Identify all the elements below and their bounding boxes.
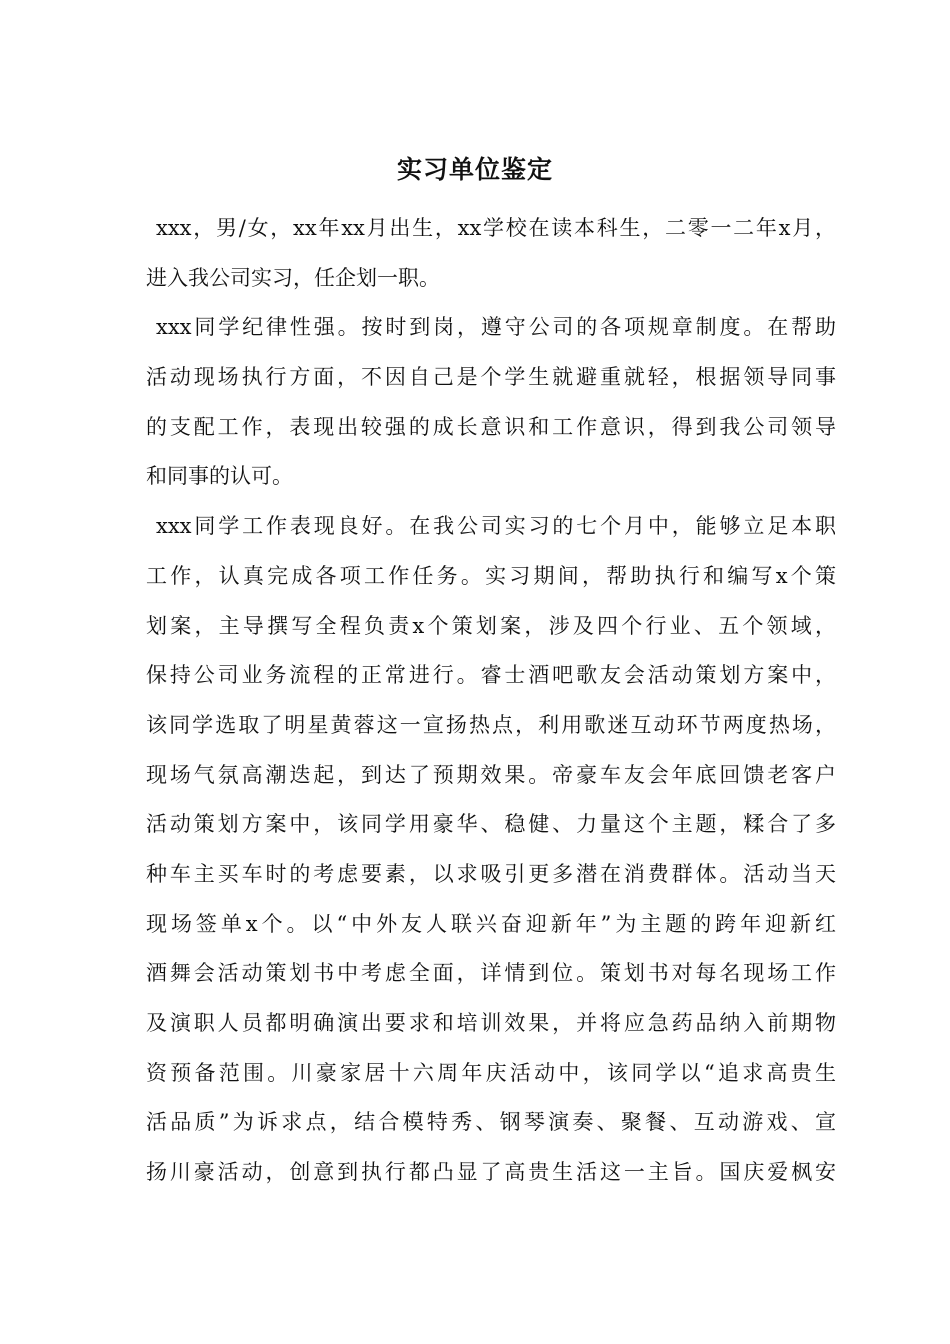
text-line: 扬川豪活动，创意到执行都凸显了高贵生活这一主旨。国庆爱枫安 [146,1160,836,1185]
text-line: xxx同学工作表现良好。在我公司实习的七个月中，能够立足本职 [156,514,836,539]
text-line: 活品质”为诉求点，结合模特秀、钢琴演奏、聚餐、互动游戏、宣 [146,1110,836,1135]
text-line: 保持公司业务流程的正常进行。睿士酒吧歌友会活动策划方案中， [146,663,836,688]
text-line: 和同事的认可。 [146,464,293,489]
text-line: 资预备范围。川豪家居十六周年庆活动中，该同学以“追求高贵生 [146,1060,836,1085]
text-line: 酒舞会活动策划书中考虑全面，详情到位。策划书对每名现场工作 [146,961,836,986]
text-line: xxx同学纪律性强。按时到岗，遵守公司的各项规章制度。在帮助 [156,315,836,340]
text-line: 现场签单x个。以“中外友人联兴奋迎新年”为主题的跨年迎新红 [146,911,836,936]
text-line: 现场气氛高潮迭起，到达了预期效果。帝豪车友会年底回馈老客户 [146,762,836,787]
document-title: 实习单位鉴定 [396,155,553,184]
text-line: xxx，男/女，xx年xx月出生，xx学校在读本科生，二零一二年x月， [156,216,836,240]
text-line: 及演职人员都明确演出要求和培训效果，并将应急药品纳入前期物 [146,1011,836,1035]
text-line: 活动现场执行方面，不因自己是个学生就避重就轻，根据领导同事 [146,365,836,390]
text-line: 划案，主导撰写全程负责x个策划案，涉及四个行业、五个领域， [146,613,836,638]
text-line: 进入我公司实习，任企划一职。 [146,265,440,290]
text-line: 种车主买车时的考虑要素，以求吸引更多潜在消费群体。活动当天 [146,861,836,886]
text-line: 该同学选取了明星黄蓉这一宣扬热点，利用歌迷互动环节两度热场， [146,712,836,737]
text-line: 的支配工作，表现出较强的成长意识和工作意识，得到我公司领导 [146,414,836,439]
text-line: 工作，认真完成各项工作任务。实习期间，帮助执行和编写x个策 [146,563,836,588]
document-body [146,204,836,1198]
text-line: 活动策划方案中，该同学用豪华、稳健、力量这个主题，糅合了多 [146,812,836,837]
